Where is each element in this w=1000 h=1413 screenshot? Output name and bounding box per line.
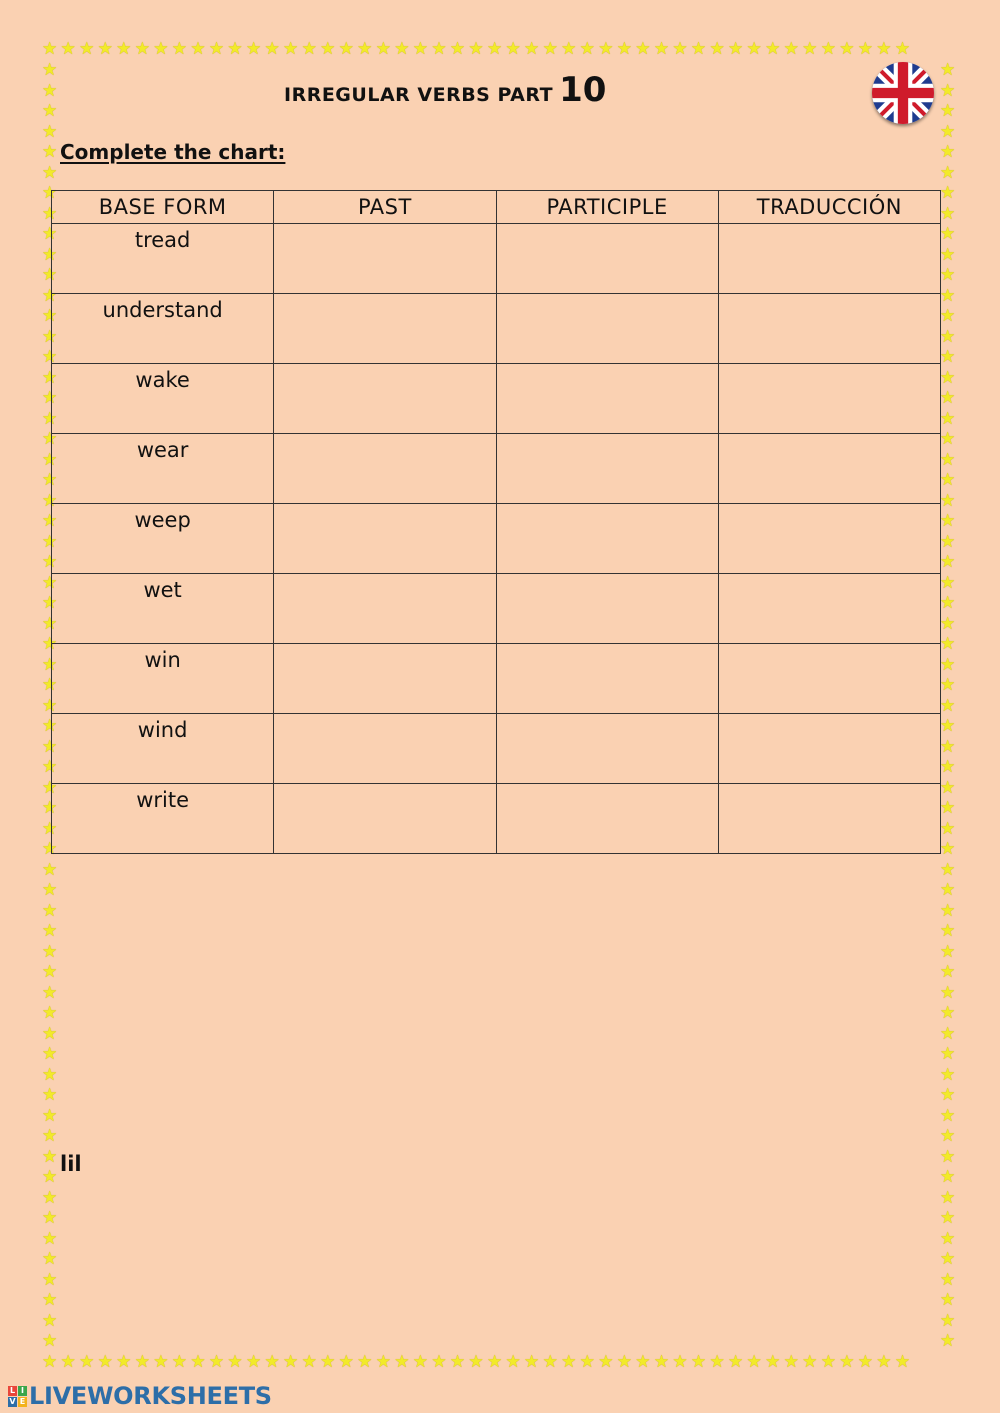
- traduccion-cell[interactable]: [718, 294, 940, 364]
- traduccion-input[interactable]: [719, 644, 940, 713]
- header-past: PAST: [274, 191, 496, 224]
- logo-letter: E: [19, 1396, 26, 1406]
- traduccion-input[interactable]: [719, 434, 940, 503]
- title-number: 10: [559, 70, 607, 110]
- participle-cell[interactable]: [496, 784, 718, 854]
- past-input[interactable]: [274, 434, 495, 503]
- table-row: [52, 504, 941, 574]
- past-input[interactable]: [274, 224, 495, 293]
- participle-cell[interactable]: [496, 714, 718, 784]
- base-form-cell: weep: [52, 504, 274, 574]
- participle-input[interactable]: [497, 574, 718, 643]
- star-border-bottom: ★★★★★★★★★★★★★★★★★★★★★★★★★★★★★★★★★★★★★★★★★★★★★★★: [42, 1354, 914, 1371]
- header-participle: PARTICIPLE: [496, 191, 718, 224]
- past-input[interactable]: [274, 294, 495, 363]
- past-cell[interactable]: [274, 434, 496, 504]
- participle-cell[interactable]: [496, 574, 718, 644]
- star-border-top: ★★★★★★★★★★★★★★★★★★★★★★★★★★★★★★★★★★★★★★★★★★★★★★★: [42, 41, 914, 58]
- traduccion-cell[interactable]: [718, 784, 940, 854]
- traduccion-cell[interactable]: [718, 714, 940, 784]
- star-border-right: ★★★★★★★★★★★★★★★★★★★★★★★★★★★★★★★★★★★★★★★★★★★★★★★★★★★★★★★★★★★★★★★: [940, 60, 956, 1350]
- past-cell[interactable]: [274, 224, 496, 294]
- participle-input[interactable]: [497, 294, 718, 363]
- traduccion-cell[interactable]: [718, 644, 940, 714]
- verbs-chart: [51, 190, 941, 854]
- header-row: [52, 191, 941, 224]
- past-cell[interactable]: [274, 784, 496, 854]
- traduccion-input[interactable]: [719, 714, 940, 783]
- past-cell[interactable]: [274, 574, 496, 644]
- base-form-cell: tread: [52, 224, 274, 294]
- base-form-cell: write: [52, 784, 274, 854]
- worksheet-title: [284, 70, 606, 110]
- participle-cell[interactable]: [496, 294, 718, 364]
- participle-cell[interactable]: [496, 644, 718, 714]
- participle-input[interactable]: [497, 714, 718, 783]
- base-form-cell: understand: [52, 294, 274, 364]
- table-row: [52, 224, 941, 294]
- past-input[interactable]: [274, 364, 495, 433]
- traduccion-input[interactable]: [719, 574, 940, 643]
- table-row: [52, 294, 941, 364]
- logo-blocks-icon: [8, 1386, 27, 1407]
- past-input[interactable]: [274, 784, 495, 853]
- traduccion-input[interactable]: [719, 364, 940, 433]
- uk-flag-icon: [872, 62, 934, 124]
- logo-letter: V: [9, 1396, 16, 1406]
- table-row: [52, 364, 941, 434]
- logo-text: LIVEWORKSHEETS: [29, 1382, 272, 1410]
- traduccion-input[interactable]: [719, 294, 940, 363]
- table-row: [52, 784, 941, 854]
- traduccion-input[interactable]: [719, 784, 940, 853]
- table-row: [52, 714, 941, 784]
- table-row: [52, 644, 941, 714]
- traduccion-cell[interactable]: [718, 224, 940, 294]
- participle-input[interactable]: [497, 644, 718, 713]
- liveworksheets-logo[interactable]: [8, 1382, 272, 1410]
- past-input[interactable]: [274, 574, 495, 643]
- title-text: IRREGULAR VERBS PART: [284, 84, 554, 106]
- base-form-cell: win: [52, 644, 274, 714]
- star-border-left: ★★★★★★★★★★★★★★★★★★★★★★★★★★★★★★★★★★★★★★★★★★★★★★★★★★★★★★★★★★★★★★★: [42, 60, 58, 1350]
- past-cell[interactable]: [274, 714, 496, 784]
- instruction-text: Complete the chart:: [60, 140, 286, 164]
- past-cell[interactable]: [274, 644, 496, 714]
- participle-input[interactable]: [497, 364, 718, 433]
- traduccion-input[interactable]: [719, 504, 940, 573]
- participle-input[interactable]: [497, 784, 718, 853]
- note-text: lil: [60, 1152, 82, 1176]
- traduccion-cell[interactable]: [718, 574, 940, 644]
- base-form-cell: wet: [52, 574, 274, 644]
- traduccion-cell[interactable]: [718, 364, 940, 434]
- traduccion-cell[interactable]: [718, 504, 940, 574]
- past-input[interactable]: [274, 504, 495, 573]
- traduccion-cell[interactable]: [718, 434, 940, 504]
- participle-input[interactable]: [497, 434, 718, 503]
- table-row: [52, 574, 941, 644]
- header-traduccion: TRADUCCIÓN: [718, 191, 940, 224]
- participle-cell[interactable]: [496, 364, 718, 434]
- past-input[interactable]: [274, 644, 495, 713]
- table-row: [52, 434, 941, 504]
- past-cell[interactable]: [274, 504, 496, 574]
- participle-cell[interactable]: [496, 504, 718, 574]
- past-cell[interactable]: [274, 364, 496, 434]
- base-form-cell: wake: [52, 364, 274, 434]
- base-form-cell: wind: [52, 714, 274, 784]
- header-base-form: BASE FORM: [52, 191, 274, 224]
- logo-letter: L: [9, 1385, 16, 1395]
- past-input[interactable]: [274, 714, 495, 783]
- logo-letter: I: [18, 1386, 27, 1396]
- base-form-cell: wear: [52, 434, 274, 504]
- participle-input[interactable]: [497, 504, 718, 573]
- participle-input[interactable]: [497, 224, 718, 293]
- past-cell[interactable]: [274, 294, 496, 364]
- traduccion-input[interactable]: [719, 224, 940, 293]
- participle-cell[interactable]: [496, 434, 718, 504]
- participle-cell[interactable]: [496, 224, 718, 294]
